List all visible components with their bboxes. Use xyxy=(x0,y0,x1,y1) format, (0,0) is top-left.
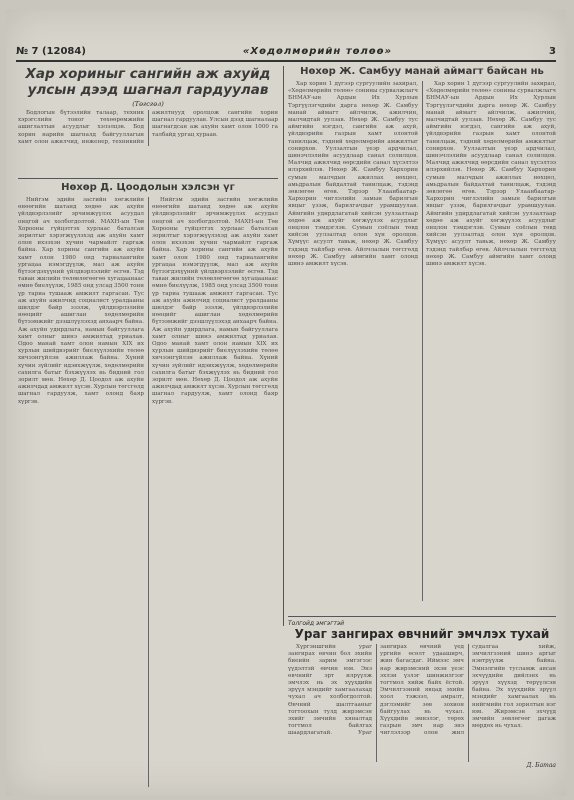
article-health-headline: Ураг зангирах өвчнийг эмчлэх тухай xyxy=(294,627,550,641)
divider xyxy=(18,178,278,179)
article-visit-body xyxy=(288,81,556,601)
article-award-headline: Хар хориныг сангийн аж ахуйд улсын дээд шагнал гардуулав xyxy=(25,66,271,98)
article-award xyxy=(18,66,278,174)
article-speech-text: Нийгэм эдийн засгийн хөгжлийн өнөөгийн шатанд хөдөө аж ахуйн үйлдвэрлэлийг эрчимжүүлэх асуудал онцгой ач холбогдолтой. МАХН-ын Төв Хорооны гүйцэтгэх хурлаас баталсан зорилтыг хэрэгжүүлэхэд аж ахуйн хамт олон ихээхэн хүчин чармайлт гаргаж байна. Хар хорины сангийн аж ахуйн хамт олон 1980 онд тариалангийн ургацаа нэмэгдүүлж, мал аж ахуйн бүтээгдэхүүний үйлдвэрлэлийг өсгөв. Тэд таван жилийн төлөвлөгөөгөө хугацаанаас өмнө биелүүлж, 1985 онд улсад 3500 тонн үр тариа тушааж амжилт гаргасан. Тус аж ахуйн ажилчид социалист уралдааны шилдэг байр эзэлж, үйлдвэрлэлийн нөөцийг ашиглан хөдөлмөрийн бүтээмжийг дээшлүүлэхэд анхаарч байна. Аж ахуйн удирдлага, намын байгууллага хамт олныг шинэ амжилтад уриалав. Одоо манай хамт олон намын XIX их хурлын шийдвэрийг биелүүлэхийн төлөө хичээнгүйлэн ажиллаж байна. Хүний хүчин зүйлийг идэвхжүүлж, хөдөлмөрийн сахилга батыг бэхжүүлэх нь бидний гол зорилт мөн. Нөхөр Д. Цоодол аж ахуйн ажилчдад амжилт хүсэв. Хурлын төгсгөлд шагнал гардуулж, хамт олонд баяр хүргэв. xyxy=(18,197,144,405)
newspaper-title: «Хөдөлмөрийн төлөө» xyxy=(242,45,393,57)
article-visit-text: Хар хорин 1 дүгээр сургуулийн захирал, «Хөдөлмөрийн төлөө» сонины сурвалжлагч БНМАУ-ын Ардын Их Хурлын Тэргүүлэгчдийн дарга нөхөр Ж. Самбуу манай аймагт айлчилж, ажилчин, малчидтай уулзав. Нөхөр Ж. Самбуу тус аймгийн нэгдэл, сангийн аж ахуй, үйлдвэрийн газрын хамт олонтой танилцаж, тэдний хөдөлмөрийн амжилтыг сонирхов. Уулзалтын үеэр ардчилал, шинэчлэлийн асуудлаар санал солилцов. Малчид ажилчид өөрсдийн санал хүсэлтээ илэрхийлэв. Нөхөр Ж. Самбуу Хархорин сумын малчдын ажиллах нөхцөл, амьдралын байдалтай танилцаж, тэдэнд зөвлөгөө өгөв. Тэрээр Улаанбаатар-Хархорин чиглэлийн замын барилгын явцыг үзэж, барилгачдыг урамшуулав. Аймгийн удирдлагатай хийсэн уулзалтаар хөдөө аж ахуйг хөгжүүлэх асуудлыг онцлон тэмдэглэв. Сумын соёлын төвд хийсэн уулзалтад олон хүн оролцов. Хүмүүс асуулт тавьж, нөхөр Ж. Самбуу тэдэнд тайлбар өгөв. Айлчлалын төгсгөлд нөхөр Ж. Самбуу аймгийн хамт олонд шинэ амжилт хүсэв. xyxy=(288,81,418,268)
page-number: 3 xyxy=(549,45,556,57)
column-divider xyxy=(283,66,284,626)
newspaper-page xyxy=(6,10,566,796)
article-speech-body xyxy=(18,197,278,787)
article-health xyxy=(288,620,556,790)
article-speech-headline: Нөхөр Д. Цоодолын хэлсэн үг xyxy=(61,182,235,193)
divider xyxy=(288,616,556,617)
article-health-tag: Толгойд эмгэгтэй xyxy=(288,620,345,627)
article-visit-headline: Нөхөр Ж. Самбуу манай аймагт байсан нь xyxy=(300,66,544,77)
article-health-signature: Д. Батаа xyxy=(526,762,556,769)
article-speech-text-cont: Нийгэм эдийн засгийн хөгжлийн өнөөгийн шатанд хөдөө аж ахуйн үйлдвэрлэлийг эрчимжүүлэх асуудал онцгой ач холбогдолтой. МАХН-ын Төв Хорооны гүйцэтгэх хурлаас баталсан зорилтыг хэрэгжүүлэхэд аж ахуйн хамт олон ихээхэн хүчин чармайлт гаргаж байна. Хар хорины сангийн аж ахуйн хамт олон 1980 онд тариалангийн ургацаа нэмэгдүүлж, мал аж ахуйн бүтээгдэхүүний үйлдвэрлэлийг өсгөв. Тэд таван жилийн төлөвлөгөөгөө хугацаанаас өмнө биелүүлж, 1985 онд улсад 3500 тонн үр тариа тушааж амжилт гаргасан. Тус аж ахуйн ажилчид социалист уралдааны шилдэг байр эзэлж, үйлдвэрлэлийн нөөцийг ашиглан хөдөлмөрийн бүтээмжийг дээшлүүлэхэд анхаарч байна. Аж ахуйн удирдлага, намын байгууллага хамт олныг шинэ амжилтад уриалав. Одоо манай хамт олон намын XIX их хурлын шийдвэрийг биелүүлэхийн төлөө хичээнгүйлэн ажиллаж байна. Хүний хүчин зүйлийг идэвхжүүлж, хөдөлмөрийн сахилга батыг бэхжүүлэх нь бидний гол зорилт мөн. Нөхөр Д. Цоодол аж ахуйн ажилчдад амжилт хүсэв. Хурлын төгсгөлд шагнал гардуулж, хамт олонд баяр хүргэв. xyxy=(152,197,278,405)
article-award-text: Бодлогын бүтээлийн талаар, техник хэрэгслийн тоног төхөөрөмжийн ашиглалтын асуудлыг хэлэлцэв. Бод хорин нарийн шагналд байгууллагын хамт олон ажилчид, инженер, техникийн ажилтнууд оролцож сангийн хорин шагнал гардуулав. Улсын дээд шагналаар шагнагдсан аж ахуйн хамт олон 1000 га талбайд ургац хураав. xyxy=(18,110,278,145)
article-health-body xyxy=(288,644,556,762)
article-visit xyxy=(288,66,556,612)
page-header xyxy=(16,42,556,62)
article-health-text: Хүргэншгийн ураг зангирах өвчин бол эхийн биеийн зарим эмгэгээс үүдэлтэй өвчин юм. Энэ өвчнийг эрт илрүүлж эмчлэх нь эх хүүхдийн эрүүл мэндийг хамгаалахад чухал ач холбогдолтой. Өвчний шалтгааныг тогтоохын тулд жирэмсэн эхийг эмчийн хяналтад тогтмол байлгах шаардлагатай. Ураг зангирах өвчний үед ургийн өсөлт удааширч, жин багасдаг. Иймээс эмч нар жирэмсний эхэн үеэс эхлэн үзлэг шинжилгээг тогтмол хийж байх ёстой. Эмчилгээний явцад эхийн хоол тэжээл, амралт, дэглэмийг зөв зохион байгуулах нь чухал. Хүүхдийн эмнэлэг, төрөх газрын эмч нар энэ чиглэлээр олон жил судалгаа хийж, эмчилгээний шинэ аргыг нэвтрүүлж байна. Эмнэлгийн тусламж авсан эхчүүдийн дийлэнх нь эрүүл хүүхэд төрүүлсэн байна. Эх хүүхдийн эрүүл мэндийг хамгаалах нь нийгмийн гол зорилтын нэг юм. Жирэмсэн эхчүүд эмчийн зөвлөгөөг дагаж мөрдөх нь чухал. xyxy=(288,644,556,737)
article-speech xyxy=(18,182,278,788)
article-award-body xyxy=(18,110,278,146)
issue-number: № 7 (12084) xyxy=(16,45,86,57)
article-award-kicker: (Төгсгөл) xyxy=(132,100,164,108)
article-visit-text-cont: Хар хорин 1 дүгээр сургуулийн захирал, «Хөдөлмөрийн төлөө» сонины сурвалжлагч БНМАУ-ын Ардын Их Хурлын Тэргүүлэгчдийн дарга нөхөр Ж. Самбуу манай аймагт айлчилж, ажилчин, малчидтай уулзав. Нөхөр Ж. Самбуу тус аймгийн нэгдэл, сангийн аж ахуй, үйлдвэрийн газрын хамт олонтой танилцаж, тэдний хөдөлмөрийн амжилтыг сонирхов. Уулзалтын үеэр ардчилал, шинэчлэлийн асуудлаар санал солилцов. Малчид ажилчид өөрсдийн санал хүсэлтээ илэрхийлэв. Нөхөр Ж. Самбуу Хархорин сумын малчдын ажиллах нөхцөл, амьдралын байдалтай танилцаж, тэдэнд зөвлөгөө өгөв. Тэрээр Улаанбаатар-Хархорин чиглэлийн замын барилгын явцыг үзэж, барилгачдыг урамшуулав. Аймгийн удирдлагатай хийсэн уулзалтаар хөдөө аж ахуйг хөгжүүлэх асуудлыг онцлон тэмдэглэв. Сумын соёлын төвд хийсэн уулзалтад олон хүн оролцов. Хүмүүс асуулт тавьж, нөхөр Ж. Самбуу тэдэнд тайлбар өгөв. Айлчлалын төгсгөлд нөхөр Ж. Самбуу аймгийн хамт олонд шинэ амжилт хүсэв. xyxy=(426,81,556,268)
